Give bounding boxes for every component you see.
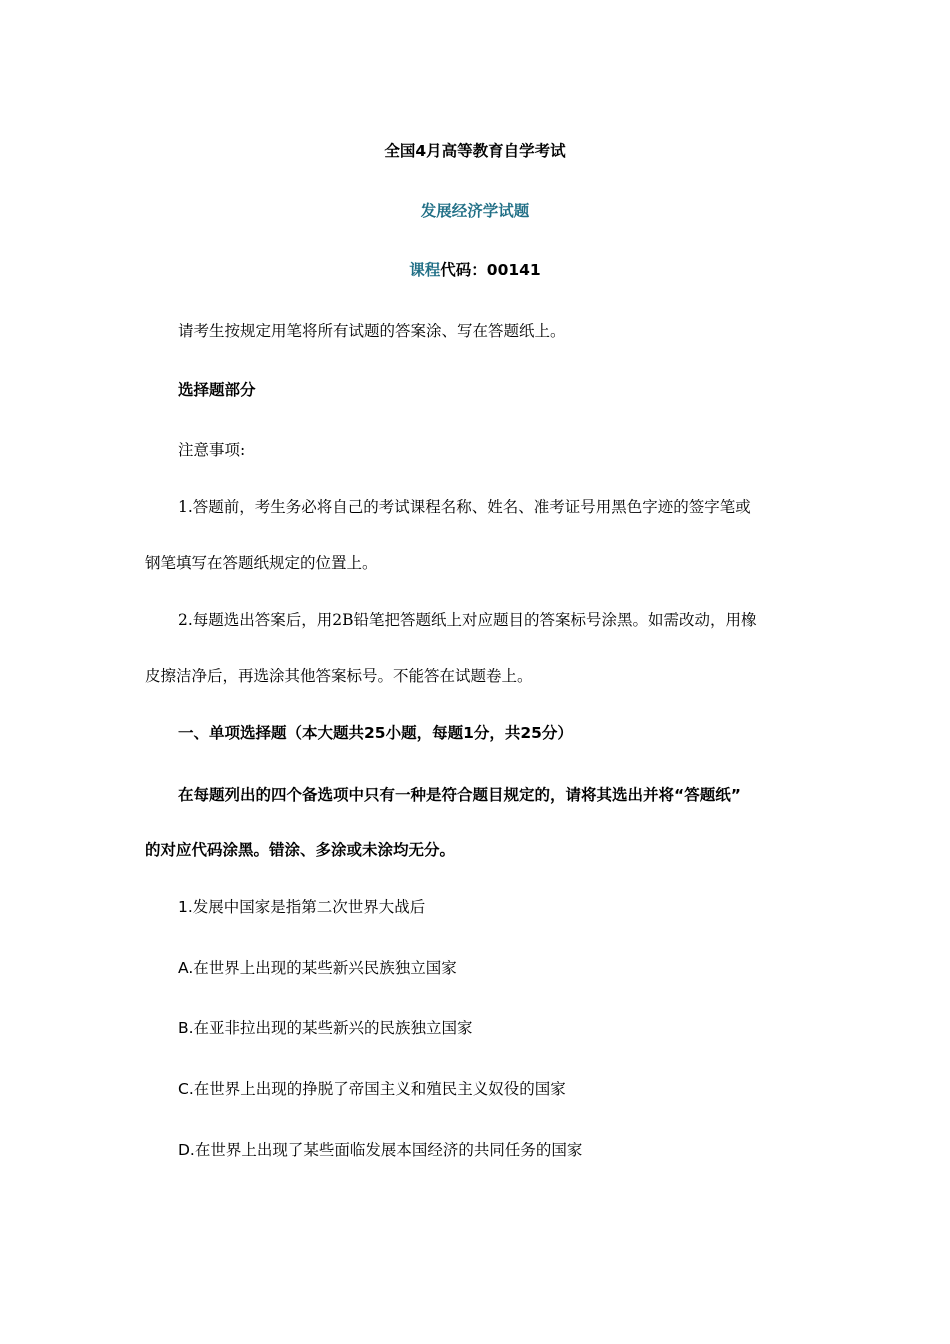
general-instruction: 请考生按规定用笔将所有试题的答案涂、写在答题纸上。 (178, 322, 566, 340)
question-1-option-c: C.在世界上出现的挣脱了帝国主义和殖民主义奴役的国家 (178, 1080, 566, 1098)
part-one-directions-line-1: 在每题列出的四个备选项中只有一种是符合题目规定的，请将其选出并将“答题纸” (178, 786, 741, 804)
note-1-line-2: 钢笔填写在答题纸规定的位置上。 (145, 554, 378, 572)
question-1-option-a: A.在世界上出现的某些新兴民族独立国家 (178, 959, 457, 977)
part-one-directions-line-2: 的对应代码涂黑。错涂、多涂或未涂均无分。 (145, 841, 456, 859)
note-2-line-1: 2.每题选出答案后，用2B铅笔把答题纸上对应题目的答案标号涂黑。如需改动，用橡 (178, 611, 757, 629)
course-code-prefix: 课程 (409, 261, 441, 279)
part-one-heading: 一、单项选择题（本大题共25小题，每题1分，共25分） (178, 724, 573, 742)
question-1-option-d: D.在世界上出现了某些面临发展本国经济的共同任务的国家 (178, 1141, 583, 1159)
course-code-value: 代码：00141 (440, 261, 541, 279)
course-code (0, 260, 950, 280)
notes-label: 注意事项: (178, 441, 246, 459)
exam-title: 全国4月高等教育自学考试 (384, 142, 566, 160)
subject-title: 发展经济学试题 (420, 202, 530, 220)
section-label: 选择题部分 (178, 381, 256, 399)
note-1-line-1: 1.答题前，考生务必将自己的考试课程名称、姓名、准考证号用黑色字迹的签字笔或 (178, 498, 751, 516)
question-1-option-b: B.在亚非拉出现的某些新兴的民族独立国家 (178, 1019, 473, 1037)
note-2-line-2: 皮擦洁净后，再选涂其他答案标号。不能答在试题卷上。 (145, 667, 533, 685)
question-1-stem: 1.发展中国家是指第二次世界大战后 (178, 898, 426, 916)
